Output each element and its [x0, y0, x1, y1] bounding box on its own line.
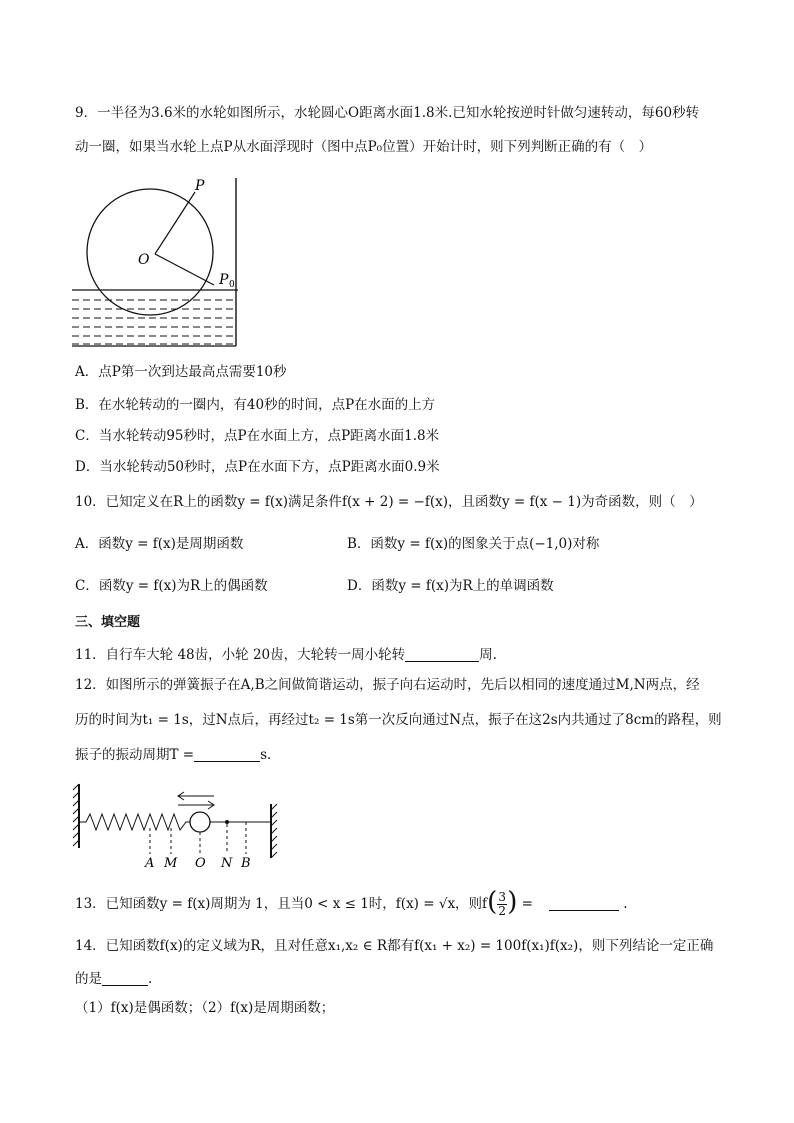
q11-answer-blank[interactable] — [405, 647, 479, 662]
q10-stem: 10．已知定义在R上的函数y = f(x)满足条件f(x + 2) = −f(x)，且函数y = f(x − 1)为奇函数，则（ ） — [75, 494, 703, 510]
label-P0-subscript: 0 — [229, 280, 235, 290]
section-heading: 三、填空题 — [75, 615, 141, 630]
fraction-3-2: $\frac{3}{2}$ — [498, 890, 507, 918]
q10-option-d: D．函数y = f(x)为R上的单调函数 — [347, 578, 554, 594]
label-M: M — [164, 856, 178, 870]
q14-answer-blank[interactable] — [102, 971, 148, 986]
q13: 13．已知函数y = f(x)周期为 1，且当0 < x ≤ 1时，f(x) = √x，则f( $\frac{3}{2}$ ) = . — [75, 887, 628, 918]
label-O: O — [195, 856, 206, 870]
q9-option-a: A．点P第一次到达最高点需要10秒 — [75, 364, 287, 380]
q11-text: 11．自行车大轮 48齿，小轮 20齿，大轮转一周小轮转 — [75, 647, 406, 663]
q13-end: . — [623, 896, 628, 912]
q9-option-b: B．在水轮转动的一圈内，有40秒的时间，点P在水面的上方 — [75, 397, 436, 413]
label-A: A — [145, 856, 155, 870]
label-P: P — [195, 178, 205, 194]
label-O: O — [138, 252, 150, 268]
spring-oscillator-figure — [66, 778, 281, 870]
q13-text: 13．已知函数y = f(x)周期为 1，且当0 < x ≤ 1时，f(x) = √x，则f — [75, 896, 488, 912]
q11-text-end: 周. — [479, 647, 497, 663]
q11 — [75, 646, 497, 664]
q10-option-b: B．函数y = f(x)的图象关于点(−1,0)对称 — [347, 536, 600, 552]
q14-line3: （1）f(x)是偶函数；（2）f(x)是周期函数； — [75, 1000, 335, 1016]
q12-line2: 历的时间为t₁ = 1s，过N点后，再经过t₂ = 1s第一次反向通过N点，振子在这2s内共通过了8cm的路程，则 — [75, 712, 722, 728]
q9-stem-line1: 9．一半径为3.6米的水轮如图所示，水轮圆心O距离水面1.8米.已知水轮按逆时针做匀速转动，每60秒转 — [75, 105, 700, 121]
q9-stem-line2: 动一圈，如果当水轮上点P从水面浮现时（图中点P₀位置）开始计时，则下列判断正确的有（ ） — [75, 139, 653, 155]
q14-line2 — [75, 970, 152, 988]
q14-end: . — [148, 971, 153, 987]
spring — [79, 814, 190, 830]
oscillator-ball — [190, 812, 210, 832]
q12-line3 — [75, 746, 281, 764]
q12-unit: s． — [260, 747, 281, 763]
q14-text: 的是 — [75, 971, 102, 987]
q12-answer-blank[interactable] — [194, 747, 260, 762]
q12-line1: 12．如图所示的弹簧振子在A,B之间做简谐运动，振子向右运动时，先后以相同的速度通过M,N两点，经 — [75, 677, 700, 693]
label-B: B — [241, 856, 251, 870]
q9-option-d: D．当水轮转动50秒时，点P在水面下方，点P距离水面0.9米 — [75, 459, 440, 475]
wheel-circle — [87, 189, 213, 315]
q12-line3-text: 振子的振动周期T = — [75, 747, 195, 763]
q10-option-a: A．函数y = f(x)是周期函数 — [75, 536, 244, 552]
q9-option-c: C．当水轮转动95秒时，点P在水面上方，点P距离水面1.8米 — [75, 428, 440, 444]
q10-option-c: C．函数y = f(x)为R上的偶函数 — [75, 578, 268, 594]
q14-line1: 14．已知函数f(x)的定义域为R，且对任意x₁,x₂ ∈ R都有f(x₁ + x₂) = 100f(x₁)f(x₂)，则下列结论一定正确 — [75, 938, 714, 954]
water-wheel-figure — [60, 172, 250, 352]
q13-equals: = — [521, 896, 533, 912]
q13-answer-blank[interactable] — [549, 896, 619, 911]
label-P0: P — [219, 272, 229, 288]
label-N: N — [221, 856, 233, 870]
